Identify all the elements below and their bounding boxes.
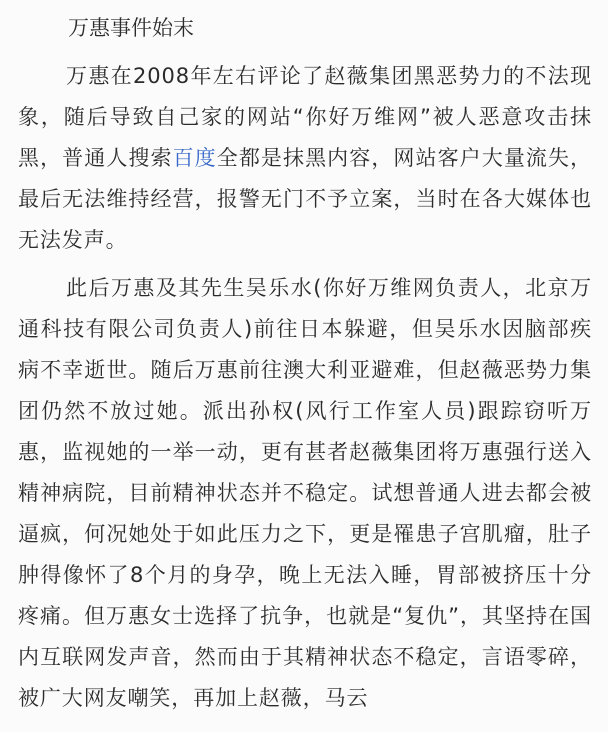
paragraph-1 bbox=[18, 56, 592, 261]
baidu-link[interactable]: 百度 bbox=[172, 146, 217, 170]
paragraph-1-text-after: 全都是抹黑内容，网站客户大量流失，最后无法维持经营，报警无门不予立案，当时在各大媒体也无法发声。 bbox=[18, 146, 592, 252]
paragraph-2: 此后万惠及其先生吴乐水(你好万维网负责人，北京万通科技有限公司负责人)前往日本躲避，但吴乐水因脑部疾病不幸逝世。随后万惠前往澳大利亚避难，但赵薇恶势力集团仍然不放过她。派出孙权(风行工作室人员)跟踪窃听万惠，监视她的一举一动，更有甚者赵薇集团将万惠强行送入精神病院，目前精神状态并不稳定。试想普通人进去都会被逼疯，何况她处于如此压力之下，更是罹患子宫肌瘤，肚子肿得像怀了8个月的身孕，晚上无法入睡，胃部被挤压十分疼痛。但万惠女士选择了抗争，也就是“复仇”，其坚持在国内互联网发声音，然而由于其精神状态不稳定，言语零碎，被广大网友嘲笑，再加上赵薇，马云 bbox=[18, 276, 592, 710]
paragraph-1-text-before: 万惠在2008年左右评论了赵薇集团黑恶势力的不法现象，随后导致自己家的网站“你好万维网”被人恶意攻击抹黑，普通人搜索 bbox=[18, 64, 592, 170]
article-heading: 万惠事件始末 bbox=[68, 16, 194, 40]
